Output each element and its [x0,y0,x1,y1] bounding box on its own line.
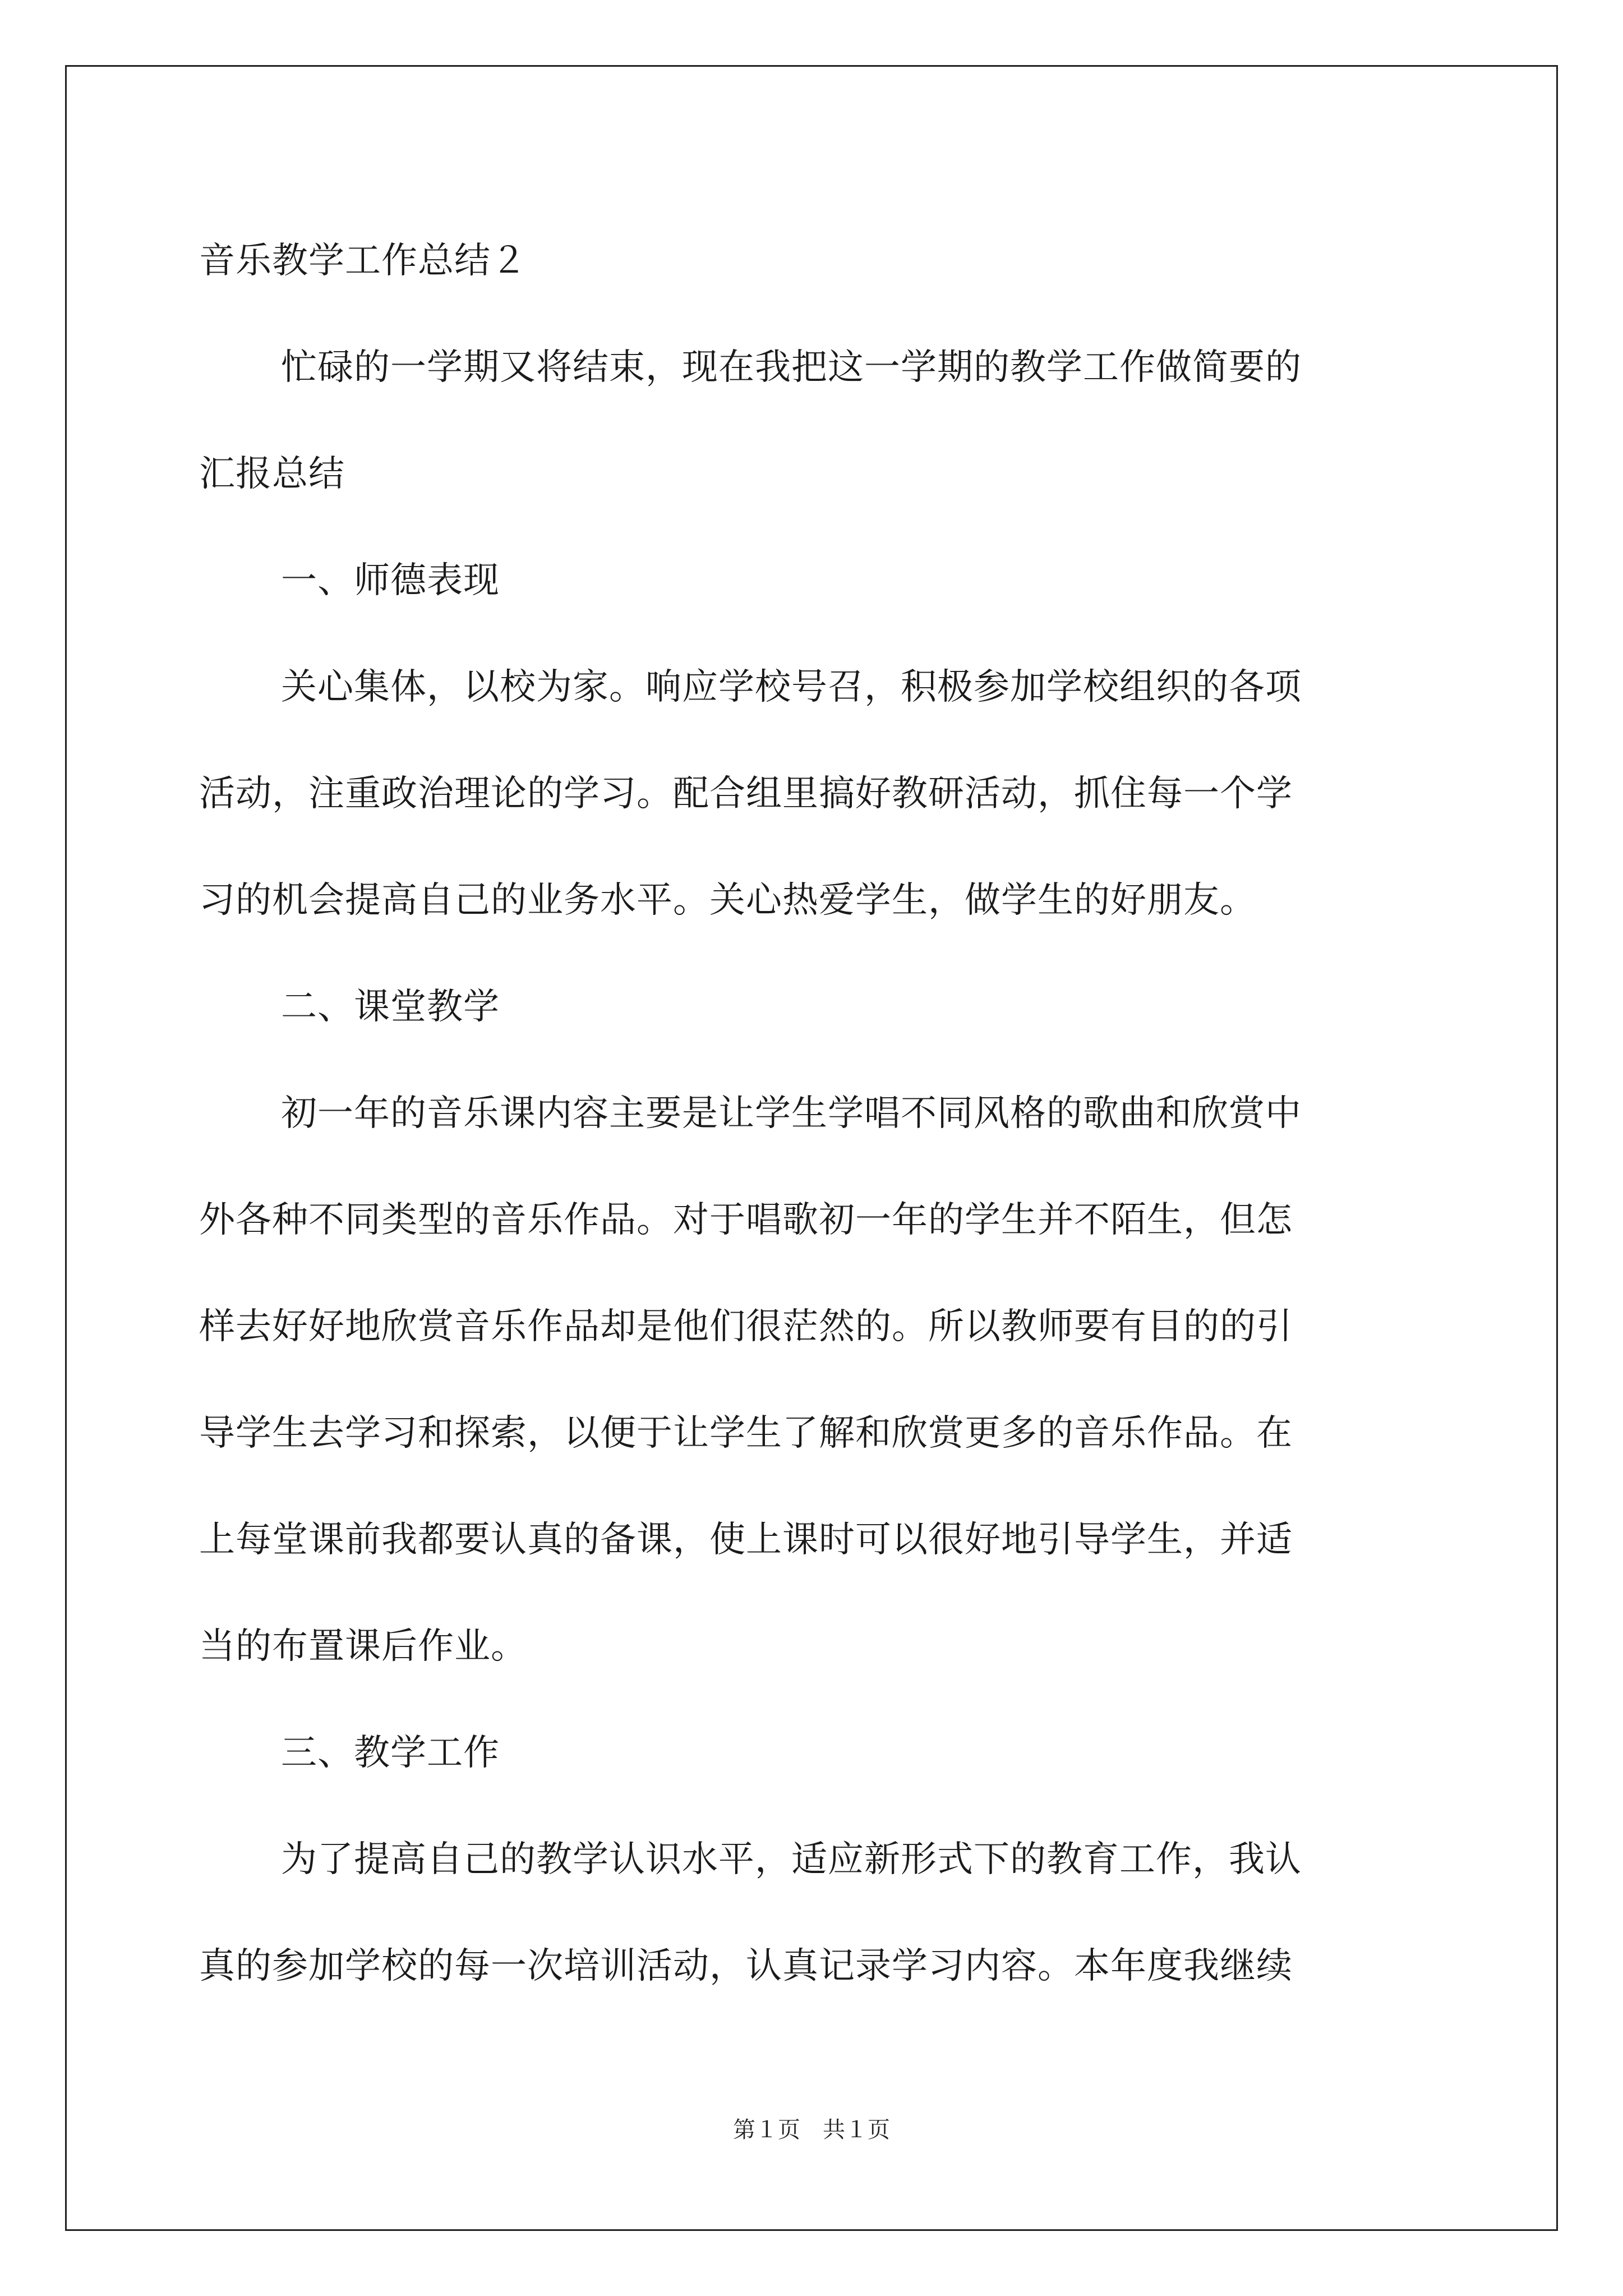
section-heading: 二、课堂教学 [281,986,500,1028]
document-body [199,208,1433,2019]
paragraph-line: 上每堂课前我都要认真的备课，使上课时可以很好地引导学生，并适 [199,1519,1293,1561]
section-heading: 一、师德表现 [281,560,500,601]
paragraph-line: 汇报总结 [199,453,345,495]
paragraph-line: 样去好好地欣赏音乐作品却是他们很茫然的。所以教师要有目的的引 [199,1306,1293,1347]
paragraph-line: 关心集体，以校为家。响应学校号召，积极参加学校组织的各项 [281,666,1302,708]
paragraph-line: 当的布置课后作业。 [199,1626,527,1667]
paragraph-line: 为了提高自己的教学认识水平，适应新形式下的教育工作，我认 [281,1839,1302,1880]
paragraph-line: 活动，注重政治理论的学习。配合组里搞好教研活动，抓住每一个学 [199,773,1293,815]
page-number: 第１页 [733,2117,800,2142]
paragraph-line: 忙碌的一学期又将结束，现在我把这一学期的教学工作做简要的 [281,347,1302,388]
section-heading: 三、教学工作 [281,1732,500,1774]
page-total: 共１页 [823,2117,890,2142]
paragraph-line: 真的参加学校的每一次培训活动，认真记录学习内容。本年度我继续 [199,1945,1293,1987]
paragraph-line: 习的机会提高自己的业务水平。关心热爱学生，做学生的好朋友。 [199,880,1256,921]
paragraph-line: 初一年的音乐课内容主要是让学生学唱不同风格的歌曲和欣赏中 [281,1093,1302,1134]
paragraph-line: 外各种不同类型的音乐作品。对于唱歌初一年的学生并不陌生，但怎 [199,1199,1293,1241]
paragraph-line: 导学生去学习和探索，以便于让学生了解和欣赏更多的音乐作品。在 [199,1412,1293,1454]
page-footer [0,2112,1623,2144]
document-title: 音乐教学工作总结２ [199,240,527,282]
